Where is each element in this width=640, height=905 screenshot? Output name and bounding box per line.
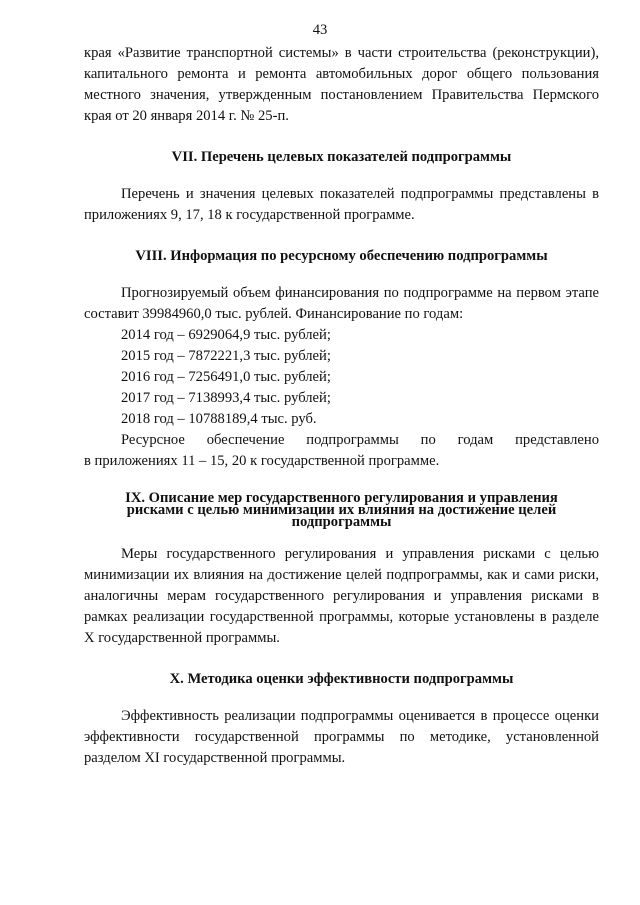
funding-year-2016: 2016 год – 7256491,0 тыс. рублей;	[121, 369, 331, 385]
section-10-paragraph: Эффективность реализации подпрограммы оценивается в процессе оценки эффективности государственной программы по методике, установленной разделом XI государственной программы.	[84, 708, 599, 766]
funding-year-2015: 2015 год – 7872221,3 тыс. рублей;	[121, 348, 331, 364]
section-7-heading: VII. Перечень целевых показателей подпрограммы	[171, 149, 512, 165]
document-body	[84, 43, 599, 769]
section-8-heading: VIII. Информация по ресурсному обеспечению подпрограммы	[135, 248, 548, 264]
section-8-closing-line-1: Ресурсное обеспечение подпрограммы по годам представлено	[121, 432, 599, 448]
funding-year-2018: 2018 год – 10788189,4 тыс. руб.	[121, 411, 317, 427]
intro-paragraph: края «Развитие транспортной системы» в части строительства (реконструкции), капитального ремонта и ремонта автомобильных дорог общего пользования местного значения, утвержденным постановлением Правительства Пермского края от 20 января 2014 г. № 25-п.	[84, 45, 599, 124]
page-number: 43	[312, 22, 328, 38]
section-9-heading-line-2: рисками с целью минимизации их влияния на достижение целей	[126, 502, 557, 518]
section-8-paragraph: Прогнозируемый объем финансирования по подпрограмме на первом этапе составит 39984960,0 тыс. рублей. Финансирование по годам:	[84, 285, 599, 322]
funding-year-2017: 2017 год – 7138993,4 тыс. рублей;	[121, 390, 331, 406]
section-9-heading-line-3: подпрограммы	[291, 514, 392, 530]
section-9-heading	[84, 492, 599, 528]
section-9-heading-line-1: IX. Описание мер государственного регулирования и управления	[125, 490, 558, 506]
section-8-closing-line-2: в приложениях 11 – 15, 20 к государственной программе.	[84, 453, 440, 469]
section-10-heading: X. Методика оценки эффективности подпрограммы	[169, 671, 514, 687]
funding-year-2014: 2014 год – 6929064,9 тыс. рублей;	[121, 327, 331, 343]
section-7-paragraph: Перечень и значения целевых показателей подпрограммы представлены в приложениях 9, 17, 18 к государственной программе.	[84, 186, 599, 223]
section-9-paragraph: Меры государственного регулирования и управления рисками с целью минимизации их влияния на достижение целей подпрограммы, как и сами риски, аналогичны мерам государственного регулирования и управления рисками в рамках реализации государственной программы, которые установлены в разделе X государственной программы.	[84, 546, 599, 646]
